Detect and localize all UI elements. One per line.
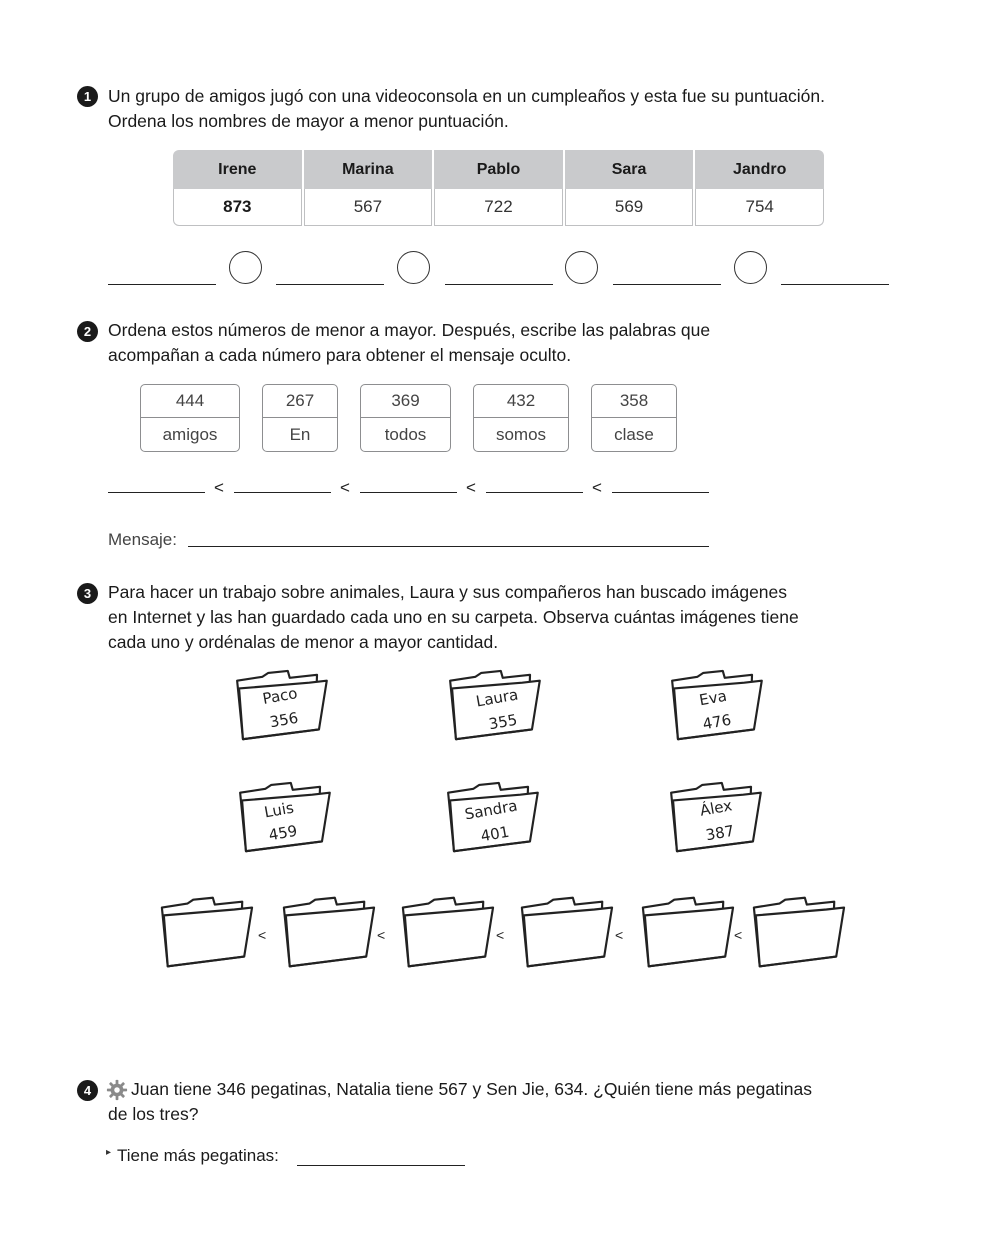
less-than-sign: < <box>340 478 350 497</box>
folder-name: Laura <box>474 685 520 711</box>
answer-blank[interactable] <box>234 492 331 493</box>
message-blank[interactable] <box>188 546 709 547</box>
less-than-sign: < <box>377 927 386 943</box>
folder-value: 355 <box>487 710 519 734</box>
card-number: 444 <box>141 385 239 418</box>
exercise-1-number: 1 <box>77 86 98 107</box>
table-value-cell: 873 <box>173 189 302 226</box>
exercise-1-statement-line-1: Un grupo de amigos jugó con una videoconsola en un cumpleaños y esta fue su puntuación. <box>108 86 826 106</box>
empty-folder-icon[interactable] <box>278 895 376 973</box>
folder-value: 459 <box>267 821 299 845</box>
folder-value: 387 <box>704 821 736 845</box>
exercise-1-statement-line-2: Ordena los nombres de mayor a menor puntuación. <box>108 111 509 131</box>
exercise-4-statement-line-2: de los tres? <box>108 1104 199 1124</box>
table-header-cell: Pablo <box>434 150 563 189</box>
scores-table <box>173 150 824 228</box>
number-card <box>140 384 240 452</box>
exercise-2-statement-line-2: acompañan a cada número para obtener el mensaje oculto. <box>108 345 572 365</box>
folder-icon <box>665 781 763 857</box>
empty-folder-icon[interactable] <box>637 895 735 973</box>
exercise-4-number: 4 <box>77 1080 98 1101</box>
less-than-sign: < <box>592 478 602 497</box>
less-than-sign: < <box>615 927 624 943</box>
card-word: clase <box>614 425 654 444</box>
exercise-3-statement-line-3: cada uno y ordénalas de menor a mayor cantidad. <box>108 632 499 652</box>
exercise-2-statement-line-1: Ordena estos números de menor a mayor. Después, escribe las palabras que <box>108 320 711 340</box>
empty-folder-icon[interactable] <box>156 895 254 973</box>
answer-blank[interactable] <box>360 492 457 493</box>
answer-circle[interactable] <box>734 251 767 284</box>
folder-value: 401 <box>479 822 511 846</box>
folder-name: Luis <box>262 798 296 822</box>
card-number: 369 <box>361 385 450 418</box>
folder-value: 476 <box>701 710 733 734</box>
exercise-3-number: 3 <box>77 583 98 604</box>
exercise-2-number: 2 <box>77 321 98 342</box>
less-than-sign: < <box>258 927 267 943</box>
answer-blank[interactable] <box>108 284 216 285</box>
table-header-cell: Jandro <box>695 150 824 189</box>
exercise-3-statement-line-2: en Internet y las han guardado cada uno en su carpeta. Observa cuántas imágenes tiene <box>108 607 799 627</box>
less-than-sign: < <box>214 478 224 497</box>
table-value-cell: 567 <box>304 189 433 226</box>
table-column <box>304 150 433 228</box>
folder-value: 356 <box>268 708 300 732</box>
answer-blank[interactable] <box>612 492 709 493</box>
table-header-cell: Sara <box>565 150 694 189</box>
folder-icon <box>444 669 542 745</box>
card-number: 358 <box>592 385 676 418</box>
folder-icon <box>666 669 764 745</box>
table-column <box>173 150 302 228</box>
exercise-4-statement-line-1: Juan tiene 346 pegatinas, Natalia tiene 567 y Sen Jie, 634. ¿Quién tiene más pegatinas <box>131 1079 813 1099</box>
table-header-cell: Irene <box>173 150 302 189</box>
folder-icon <box>234 781 332 857</box>
answer-blank[interactable] <box>297 1165 465 1166</box>
empty-folder-icon[interactable] <box>516 895 614 973</box>
answer-blank[interactable] <box>445 284 553 285</box>
answer-blank[interactable] <box>613 284 721 285</box>
folder-name: Álex <box>698 796 734 820</box>
answer-blank[interactable] <box>486 492 583 493</box>
table-value-cell: 722 <box>434 189 563 226</box>
table-header-cell: Marina <box>304 150 433 189</box>
number-card <box>591 384 677 452</box>
card-word: todos <box>384 425 427 444</box>
number-card <box>262 384 338 452</box>
less-than-sign: < <box>466 478 476 497</box>
answer-circle[interactable] <box>565 251 598 284</box>
answer-circle[interactable] <box>397 251 430 284</box>
answer-blank[interactable] <box>276 284 384 285</box>
less-than-sign: < <box>496 927 505 943</box>
table-column <box>695 150 824 228</box>
number-card <box>473 384 569 452</box>
folder-name: Eva <box>697 686 729 710</box>
exercise-3-statement-line-1: Para hacer un trabajo sobre animales, Laura y sus compañeros han buscado imágenes <box>108 582 788 602</box>
table-value-cell: 754 <box>695 189 824 226</box>
folder-icon <box>442 781 540 857</box>
table-column <box>434 150 563 228</box>
card-number: 432 <box>474 385 568 418</box>
answer-blank[interactable] <box>781 284 889 285</box>
card-word: amigos <box>162 425 218 444</box>
table-column <box>565 150 694 228</box>
answer-marker-icon: ▸ <box>106 1147 112 1158</box>
folder-icon <box>231 669 329 745</box>
answer-label: Tiene más pegatinas: <box>117 1146 279 1165</box>
card-word: En <box>289 425 311 444</box>
number-card <box>360 384 451 452</box>
card-word: somos <box>495 425 547 444</box>
folder-name: Sandra <box>463 796 519 824</box>
less-than-sign: < <box>734 927 743 943</box>
message-label: Mensaje: <box>108 530 177 549</box>
table-value-cell: 569 <box>565 189 694 226</box>
answer-blank[interactable] <box>108 492 205 493</box>
card-number: 267 <box>263 385 337 418</box>
empty-folder-icon[interactable] <box>748 895 846 973</box>
folder-name: Paco <box>261 684 299 708</box>
answer-circle[interactable] <box>229 251 262 284</box>
empty-folder-icon[interactable] <box>397 895 495 973</box>
